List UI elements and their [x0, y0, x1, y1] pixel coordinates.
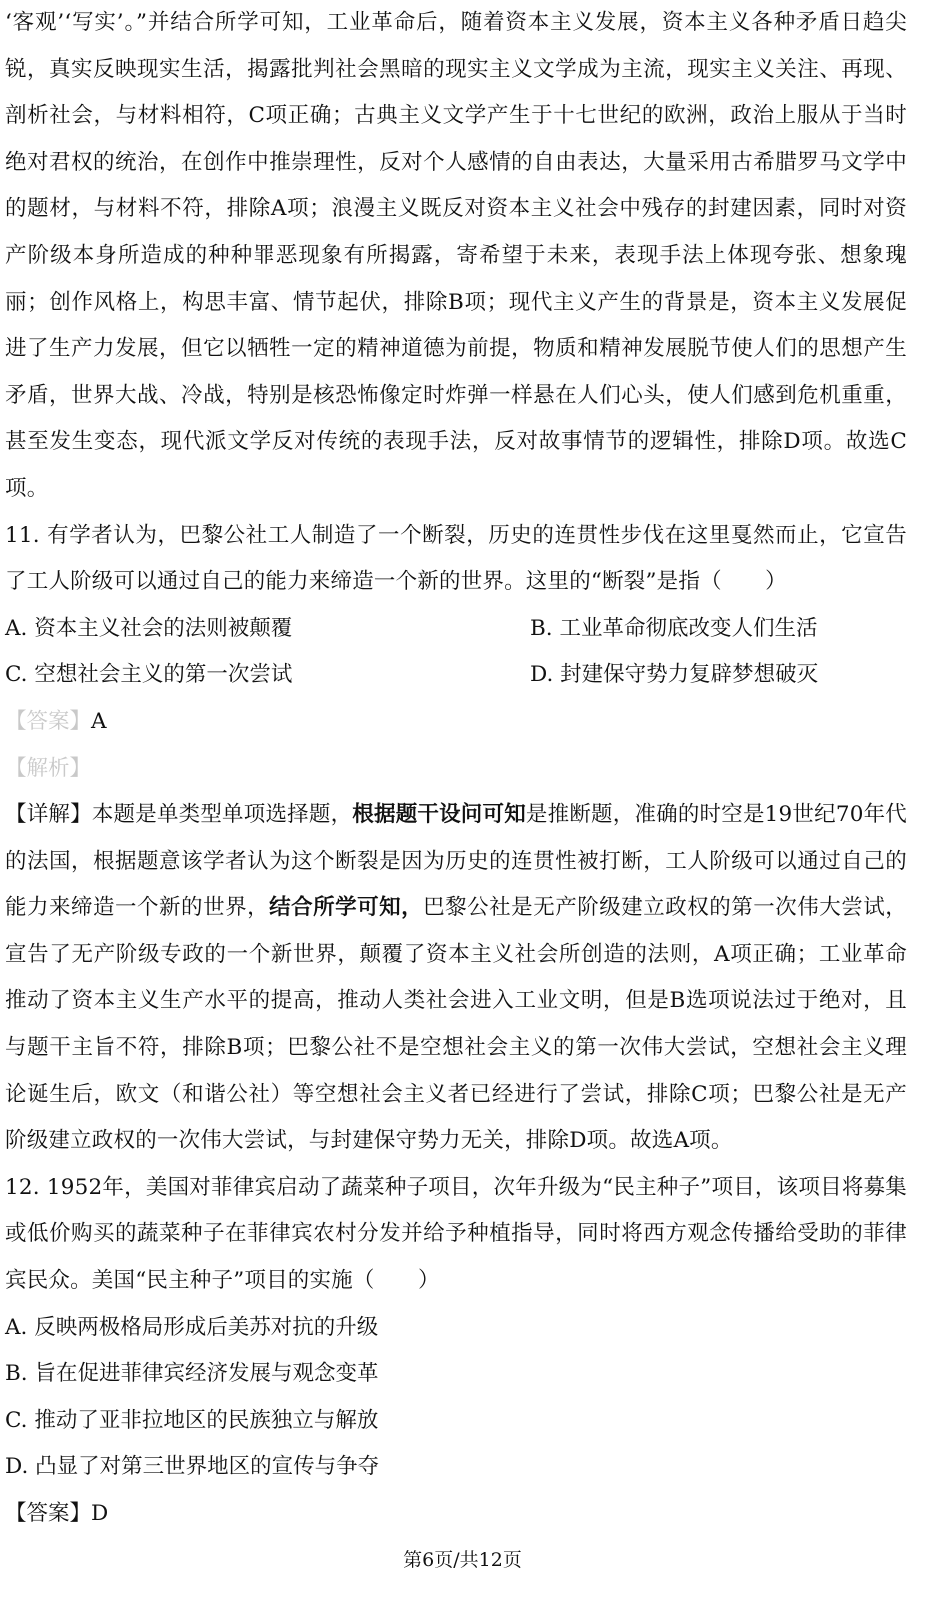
question-11-answer: [5, 699, 907, 746]
page-number-footer: 第6页/共12页: [403, 1549, 522, 1571]
previous-question-explanation: ‘客观’‘写实’。”并结合所学可知，工业革命后，随着资本主义发展，资本主义各种矛盾日趋尖锐，真实反映现实生活，揭露批判社会黑暗的现实主义文学成为主流，现实主义关注、再现、剖析社会，与材料相符，C项正确；古典主义文学产生于十七世纪的欧洲，政治上服从于当时绝对君权的统治，在创作中推崇理性，反对个人感情的自由表达，大量采用古希腊罗马文学中的题材，与材料不符，排除A项；浪漫主义既反对资本主义社会中残存的封建因素，同时对资产阶级本身所造成的种种罪恶现象有所揭露，寄希望于未来，表现手法上体现夸张、想象瑰丽；创作风格上，构思丰富、情节起伏，排除B项；现代主义产生的背景是，资本主义发展促进了生产力发展，但它以牺牲一定的精神道德为前提，物质和精神发展脱节使人们的思想产生矛盾，世界大战、冷战，特别是核恐怖像定时炸弹一样悬在人们心头，使人们感到危机重重，甚至发生变态，现代派文学反对传统的表现手法，反对故事情节的逻辑性，排除D项。故选C项。: [5, 10, 907, 501]
question-11-option-b: B. 工业革命彻底改变人们生活: [530, 615, 818, 641]
answer-value: D: [91, 1501, 109, 1526]
page-content: [5, 0, 907, 1538]
question-12-answer: [5, 1491, 907, 1538]
answer-label: 【答案】: [5, 1501, 92, 1526]
question-12: [5, 1165, 907, 1538]
detail-text-3: 巴黎公社是无产阶级建立政权的第一次伟大尝试，宣告了无产阶级专政的一个新世界，颠覆了资本主义社会所创造的法则，A项正确；工业革命推动了资本主义生产水平的提高，推动人类社会进入工业文明，但是B选项说法过于绝对，且与题干主旨不符，排除B项；巴黎公社不是空想社会主义的第一次伟大尝试，空想社会主义理论诞生后，欧文（和谐公社）等空想社会主义者已经进行了尝试，排除C项；巴黎公社是无产阶级建立政权的一次伟大尝试，与封建保守势力无关，排除D项。故选A项。: [5, 895, 908, 1154]
detail-label: 【详解】: [5, 802, 92, 828]
detail-text-2: 是推断题，准确的时空是19世纪70年代的法国，根据题意该学者认为这个断裂是因为历史的连贯性被打断，工人阶级可以通过自己的能力来缔造一个新的世界，: [5, 802, 907, 921]
question-12-option-c: C. 推动了亚非拉地区的民族独立与解放: [5, 1407, 379, 1433]
question-11-detail: [5, 792, 907, 1165]
question-11-option-c: C. 空想社会主义的第一次尝试: [5, 662, 293, 688]
answer-value: A: [91, 708, 107, 734]
question-11-analysis-label: 【解析】: [5, 755, 92, 781]
question-11-option-a: A. 资本主义社会的法则被颠覆: [5, 615, 293, 641]
question-11: [5, 513, 907, 1165]
detail-text-1: 本题是单类型单项选择题，: [91, 802, 353, 828]
question-11-stem: 11. 有学者认为，巴黎公社工人制造了一个断裂，历史的连贯性步伐在这里戛然而止，它宣告了工人阶级可以通过自己的能力来缔造一个新的世界。这里的“断裂”是指（ ）: [5, 522, 907, 595]
answer-label: 【答案】: [5, 708, 92, 734]
question-11-options-row-2: [5, 652, 907, 699]
question-11-options-row-1: [5, 606, 907, 653]
question-12-option-a: A. 反映两极格局形成后美苏对抗的升级: [5, 1314, 379, 1340]
question-12-option-d: D. 凸显了对第三世界地区的宣传与争夺: [5, 1454, 380, 1480]
question-12-stem: 12. 1952年，美国对菲律宾启动了蔬菜种子项目，次年升级为“民主种子”项目，该项目将募集或低价购买的蔬菜种子在菲律宾农村分发并给予种植指导，同时将西方观念传播给受助的菲律宾民众。美国“民主种子”项目的实施（ ）: [5, 1174, 907, 1294]
detail-bold-2: 结合所学可知，: [269, 895, 424, 921]
question-12-option-b: B. 旨在促进菲律宾经济发展与观念变革: [5, 1361, 379, 1387]
detail-bold-1: 根据题干设问可知: [352, 802, 526, 828]
question-11-option-d: D. 封建保守势力复辟梦想破灭: [530, 662, 819, 688]
